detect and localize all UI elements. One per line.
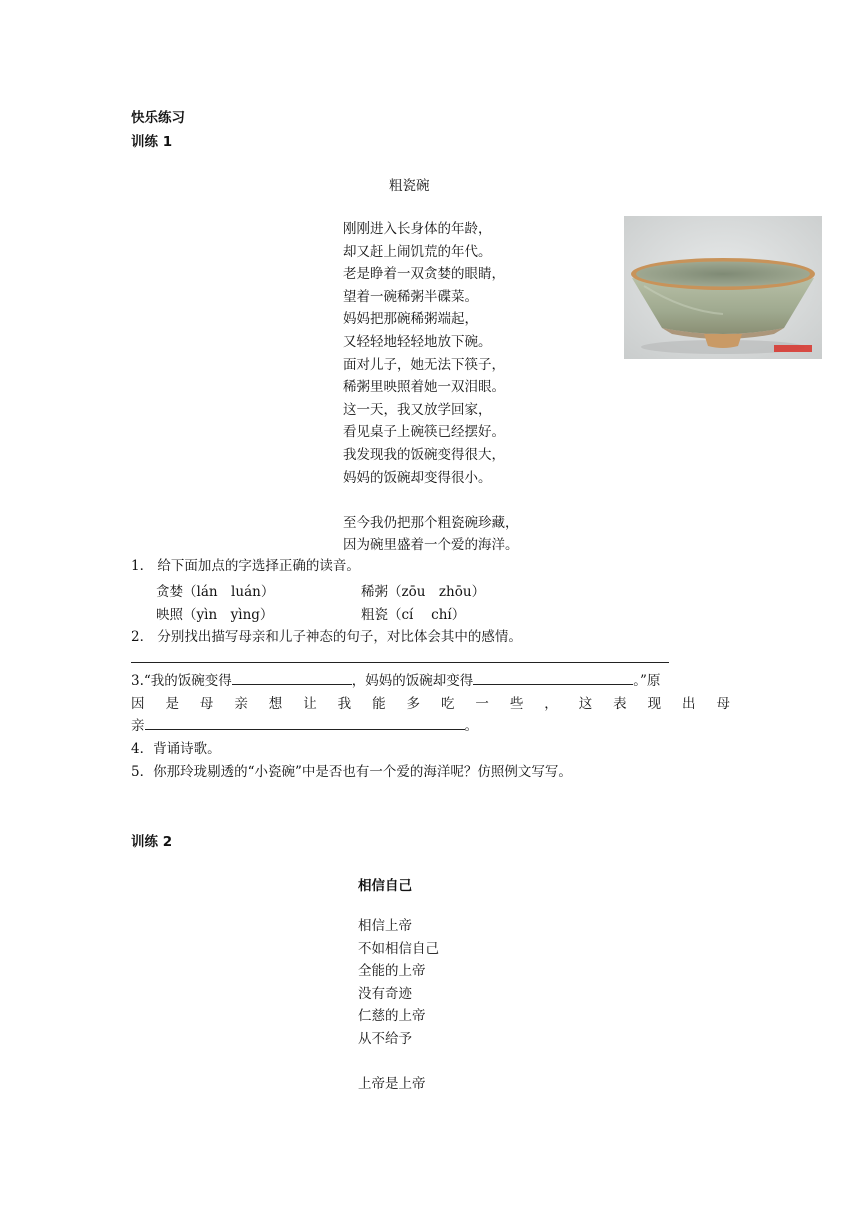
q3-text: 3.“我的饭碗变得 [131,673,232,689]
q3-char: ， [544,696,558,712]
poem-line: 老是睁着一双贪婪的眼睛， [343,266,505,283]
poem-line: 从不给予 [358,1030,412,1047]
poem-line: 没有奇迹 [358,985,412,1002]
poem-line: 上帝是上帝 [358,1076,426,1093]
question-5: 5．你那玲珑剔透的“小瓷碗”中是否也有一个爱的海洋呢？仿照例文写写。 [131,764,572,780]
q3-char: 一 [475,696,489,712]
poem-line: 却又赶上闹饥荒的年代。 [343,243,492,260]
poem-line: 这一天，我又放学回家， [343,401,492,418]
poem-line: 又轻轻地轻轻地放下碗。 [343,333,492,350]
question-1: 1． 给下面加点的字选择正确的读音。 [131,558,360,574]
q3-char: 让 [303,696,317,712]
q3-char: 母 [716,696,730,712]
answer-blank[interactable] [232,670,352,685]
bowl-photo [624,216,822,359]
question-2: 2． 分别找出描写母亲和儿子神态的句子，对比体会其中的感情。 [131,629,522,645]
poem2-body [358,915,439,1096]
poem1-title: 粗瓷碗 [389,178,430,194]
q3-char: 现 [647,696,662,712]
q3-char: 多 [406,696,420,712]
poem-line: 至今我仍把那个粗瓷碗珍藏， [343,514,519,531]
q3-char: 母 [199,696,214,712]
pinyin-option-d: 粗瓷（cí chí） [361,607,466,623]
q3-char: 因 [131,696,145,712]
poem-line: 我发现我的饭碗变得很大， [343,446,505,463]
q3-char: 出 [682,696,696,712]
poem-line: 面对儿子，她无法下筷子， [343,356,505,373]
q3-char: 我 [337,696,352,712]
question-3-line2 [131,693,730,716]
training2-label: 训练 2 [131,834,173,850]
q3-char: 表 [613,696,627,712]
poem-line: 因为碗里盛着一个爱的海洋。 [343,537,519,554]
poem-line: 仁慈的上帝 [358,1008,426,1025]
poem-line: 妈妈把那碗稀粥端起， [343,311,478,328]
poem-line: 刚刚进入长身体的年龄， [343,221,492,237]
q3-char: 这 [578,696,593,712]
training1-label: 训练 1 [131,134,173,150]
q3-char: 亲 [234,696,248,712]
pinyin-option-a: 贪婪（lán luán） [156,584,275,600]
q3-text: 亲 [131,718,145,734]
poem-line: 看见桌子上碗筷已经摆好。 [343,424,505,441]
poem-line: 稀粥里映照着她一双泪眼。 [343,379,505,396]
poem-line: 相信上帝 [358,918,412,934]
pinyin-option-c: 映照（yìn yìng） [156,607,274,623]
answer-blank[interactable] [145,715,465,730]
q3-char: 吃 [440,696,455,712]
question-3-line3 [131,715,478,738]
q3-text: 。”原 [633,673,661,689]
question-3-line1 [131,670,660,693]
poem-line: 望着一碗稀粥半碟菜。 [343,288,478,305]
q3-char: 些 [509,696,524,712]
q3-char: 想 [268,696,283,712]
poem1-body [343,218,519,557]
answer-blank[interactable] [473,670,633,685]
poem-line: 全能的上帝 [358,963,426,980]
question-4: 4．背诵诗歌。 [131,741,221,757]
poem-line: 不如相信自己 [358,940,439,957]
q3-text: ，妈妈的饭碗却变得 [351,673,474,689]
poem2-title: 相信自己 [358,878,412,894]
section-title: 快乐练习 [131,110,185,126]
q3-char: 能 [372,696,386,712]
q3-char: 是 [165,696,179,712]
pinyin-option-b: 稀粥（zōu zhōu） [361,584,486,600]
answer-line[interactable] [131,662,669,663]
q3-text: 。 [464,718,478,734]
poem-line: 妈妈的饭碗却变得很小。 [343,469,492,486]
